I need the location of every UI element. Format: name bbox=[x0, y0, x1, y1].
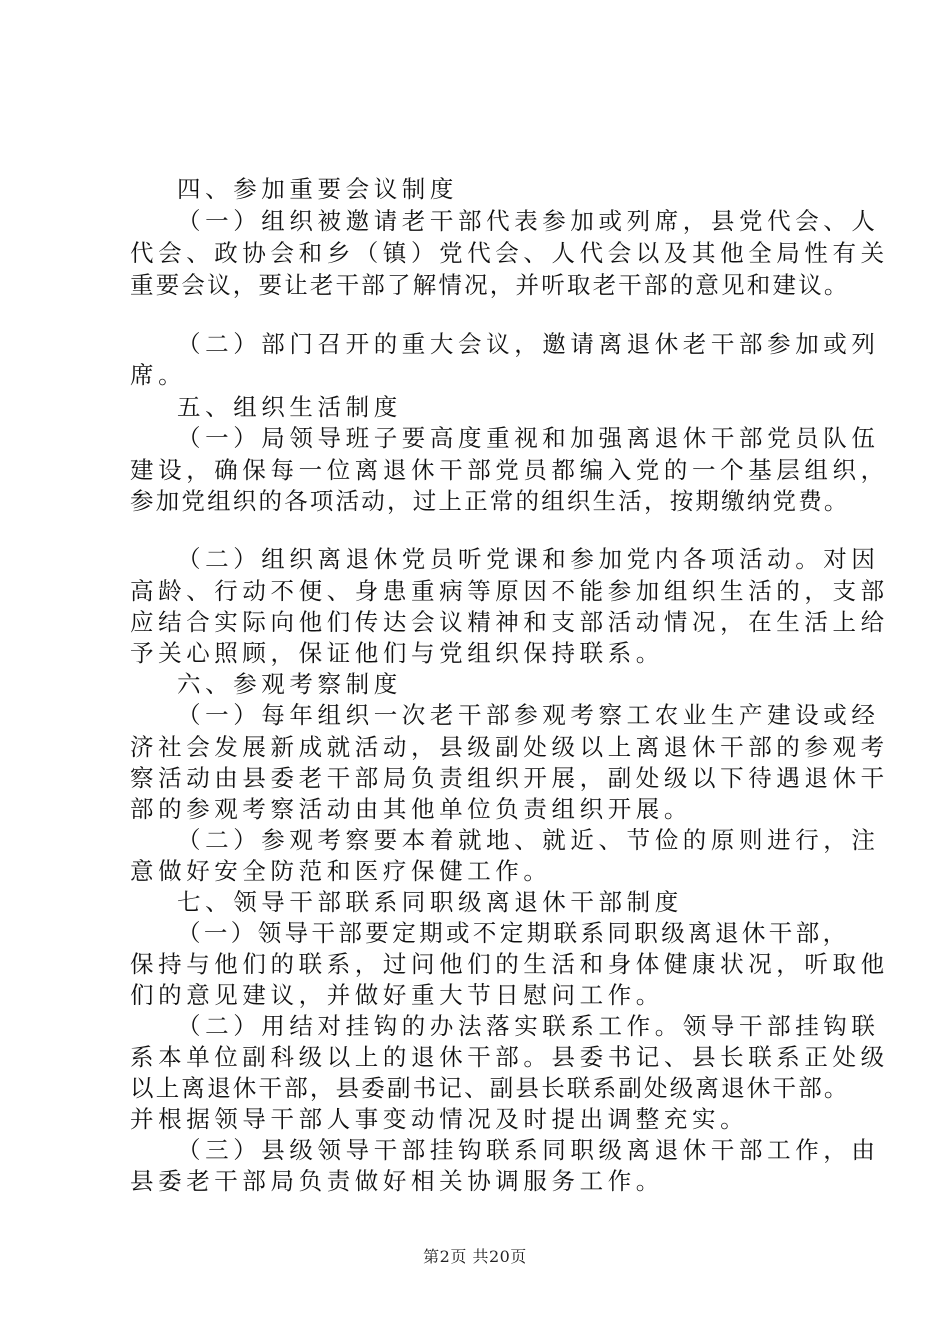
paragraph-line: 保持与他们的联系，过问他们的生活和身体健康状况，听取他 bbox=[130, 950, 889, 978]
paragraph-line: （一）局领导班子要高度重视和加强离退休干部党员队伍 bbox=[177, 424, 880, 452]
paragraph-line: 县委老干部局负责做好相关协调服务工作。 bbox=[130, 1167, 664, 1195]
paragraph-line: 应结合实际向他们传达会议精神和支部活动情况，在生活上给 bbox=[130, 608, 889, 636]
paragraph-line: 部的参观考察活动由其他单位负责组织开展。 bbox=[130, 795, 692, 823]
section-heading-4: 四、参加重要会议制度 bbox=[177, 175, 458, 203]
page-number: 第2页 共20页 bbox=[423, 1247, 527, 1266]
paragraph-line: 予关心照顾，保证他们与党组织保持联系。 bbox=[130, 639, 664, 667]
paragraph-line: 席。 bbox=[130, 361, 187, 389]
section-heading-5: 五、组织生活制度 bbox=[177, 393, 402, 421]
paragraph-line: （一）每年组织一次老干部参观考察工农业生产建设或经 bbox=[177, 701, 880, 729]
paragraph-line: 参加党组织的各项活动，过上正常的组织生活，按期缴纳党费。 bbox=[130, 487, 850, 515]
paragraph-line: 高龄、行动不便、身患重病等原因不能参加组织生活的，支部 bbox=[130, 577, 889, 605]
paragraph-line: 们的意见建议，并做好重大节日慰问工作。 bbox=[130, 981, 664, 1009]
paragraph-line: 建设，确保每一位离退休干部党员都编入党的一个基层组织， bbox=[130, 456, 889, 484]
paragraph-line: 并根据领导干部人事变动情况及时提出调整充实。 bbox=[130, 1105, 749, 1133]
paragraph-line: （一）领导干部要定期或不定期联系同职级离退休干部， bbox=[177, 919, 850, 947]
paragraph-line: 代会、政协会和乡（镇）党代会、人代会以及其他全局性有关 bbox=[130, 239, 889, 267]
section-heading-6: 六、参观考察制度 bbox=[177, 670, 402, 698]
paragraph-line: （二）组织离退休党员听党课和参加党内各项活动。对因 bbox=[177, 545, 880, 573]
paragraph-line: 系本单位副科级以上的退休干部。县委书记、县长联系正处级 bbox=[130, 1043, 889, 1071]
paragraph-line: （一）组织被邀请老干部代表参加或列席，县党代会、人 bbox=[177, 207, 880, 235]
paragraph-line: 重要会议，要让老干部了解情况，并听取老干部的意见和建议。 bbox=[130, 271, 850, 299]
paragraph-line: 意做好安全防范和医疗保健工作。 bbox=[130, 857, 552, 885]
paragraph-line: （二）部门召开的重大会议，邀请离退休老干部参加或列 bbox=[177, 330, 880, 358]
section-heading-7: 七、领导干部联系同职级离退休干部制度 bbox=[177, 888, 683, 916]
paragraph-line: （三）县级领导干部挂钩联系同职级离退休干部工作，由 bbox=[177, 1136, 880, 1164]
paragraph-line: （二）用结对挂钩的办法落实联系工作。领导干部挂钩联 bbox=[177, 1012, 880, 1040]
paragraph-line: 察活动由县委老干部局负责组织开展，副处级以下待遇退休干 bbox=[130, 764, 889, 792]
paragraph-line: 济社会发展新成就活动，县级副处级以上离退休干部的参观考 bbox=[130, 733, 889, 761]
paragraph-line: 以上离退休干部，县委副书记、副县长联系副处级离退休干部。 bbox=[130, 1074, 850, 1102]
paragraph-line: （二）参观考察要本着就地、就近、节俭的原则进行，注 bbox=[177, 826, 880, 854]
